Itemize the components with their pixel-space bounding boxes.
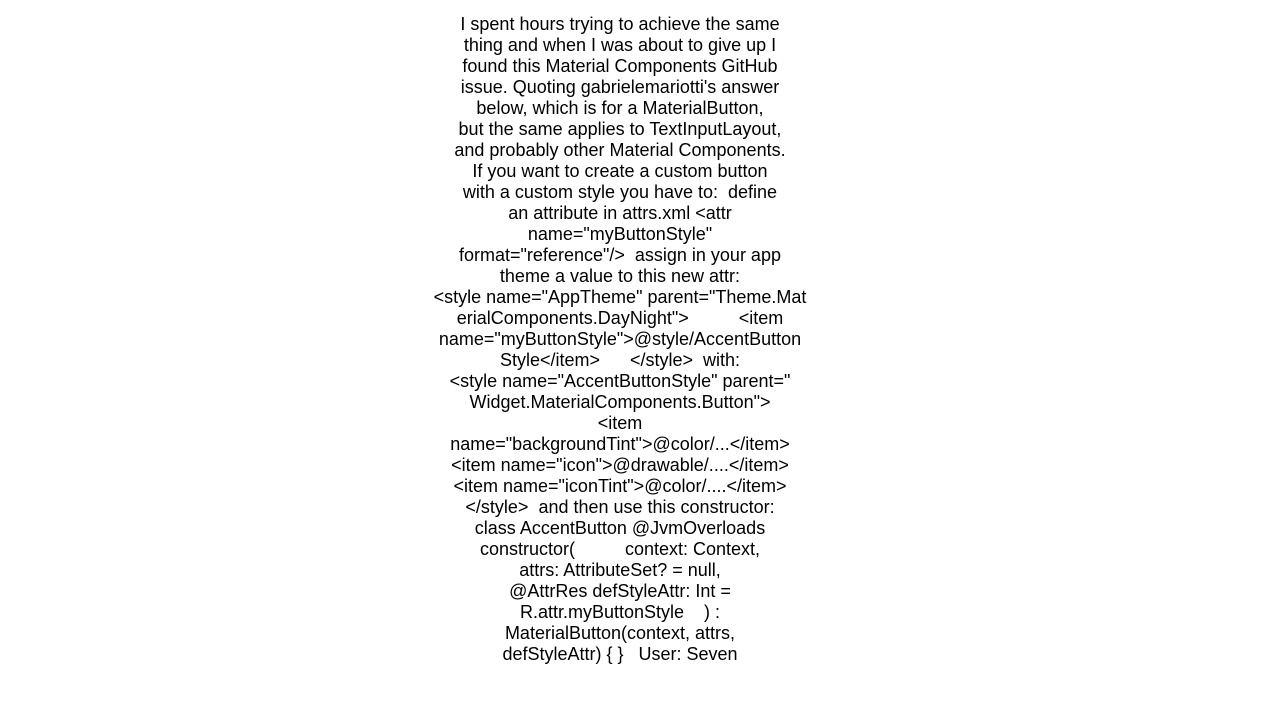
text-line: found this Material Components GitHub — [462, 56, 778, 76]
text-line: <item — [597, 413, 643, 433]
text-line: R.attr.myButtonStyle ) : — [519, 602, 721, 622]
answer-text — [420, 14, 820, 665]
text-line: attrs: AttributeSet? = null, — [519, 560, 721, 580]
text-line: and probably other Material Components. — [454, 140, 786, 160]
text-line: class AccentButton @JvmOverloads — [474, 518, 766, 538]
text-line: below, which is for a MaterialButton, — [476, 98, 764, 118]
text-line: thing and when I was about to give up I — [463, 35, 777, 55]
text-line: format="reference"/> assign in your app — [459, 245, 781, 265]
text-line: </style> and then use this constructor: — [465, 497, 775, 517]
text-line: <item name="iconTint">@color/....</item> — [453, 476, 787, 496]
text-line: <style name="AppTheme" parent="Theme.Mat — [433, 287, 807, 307]
text-line: with a custom style you have to: define — [462, 182, 778, 202]
text-line: but the same applies to TextInputLayout, — [458, 119, 782, 139]
text-line: theme a value to this new attr: — [499, 266, 741, 286]
text-line: Widget.MaterialComponents.Button"> — [469, 392, 771, 412]
text-line: name="myButtonStyle" — [527, 224, 713, 244]
text-line: erialComponents.DayNight"> <item — [456, 308, 784, 328]
text-line: name="myButtonStyle">@style/AccentButton — [438, 329, 802, 349]
text-line: an attribute in attrs.xml <attr — [508, 203, 732, 223]
text-line: defStyleAttr) { } User: Seven — [502, 644, 738, 664]
text-line: constructor( context: Context, — [479, 539, 761, 559]
text-line: <style name="AccentButtonStyle" parent=" — [449, 371, 791, 391]
text-line: issue. Quoting gabrielemariotti's answer — [460, 77, 780, 97]
text-line: If you want to create a custom button — [472, 161, 768, 181]
text-line: name="backgroundTint">@color/...</item> — [450, 434, 790, 454]
text-line: @AttrRes defStyleAttr: Int = — [509, 581, 731, 601]
text-line: MaterialButton(context, attrs, — [504, 623, 736, 643]
text-line: Style</item> </style> with: — [499, 350, 741, 370]
text-line: I spent hours trying to achieve the same — [460, 14, 780, 34]
text-line: <item name="icon">@drawable/....</item> — [451, 455, 789, 475]
